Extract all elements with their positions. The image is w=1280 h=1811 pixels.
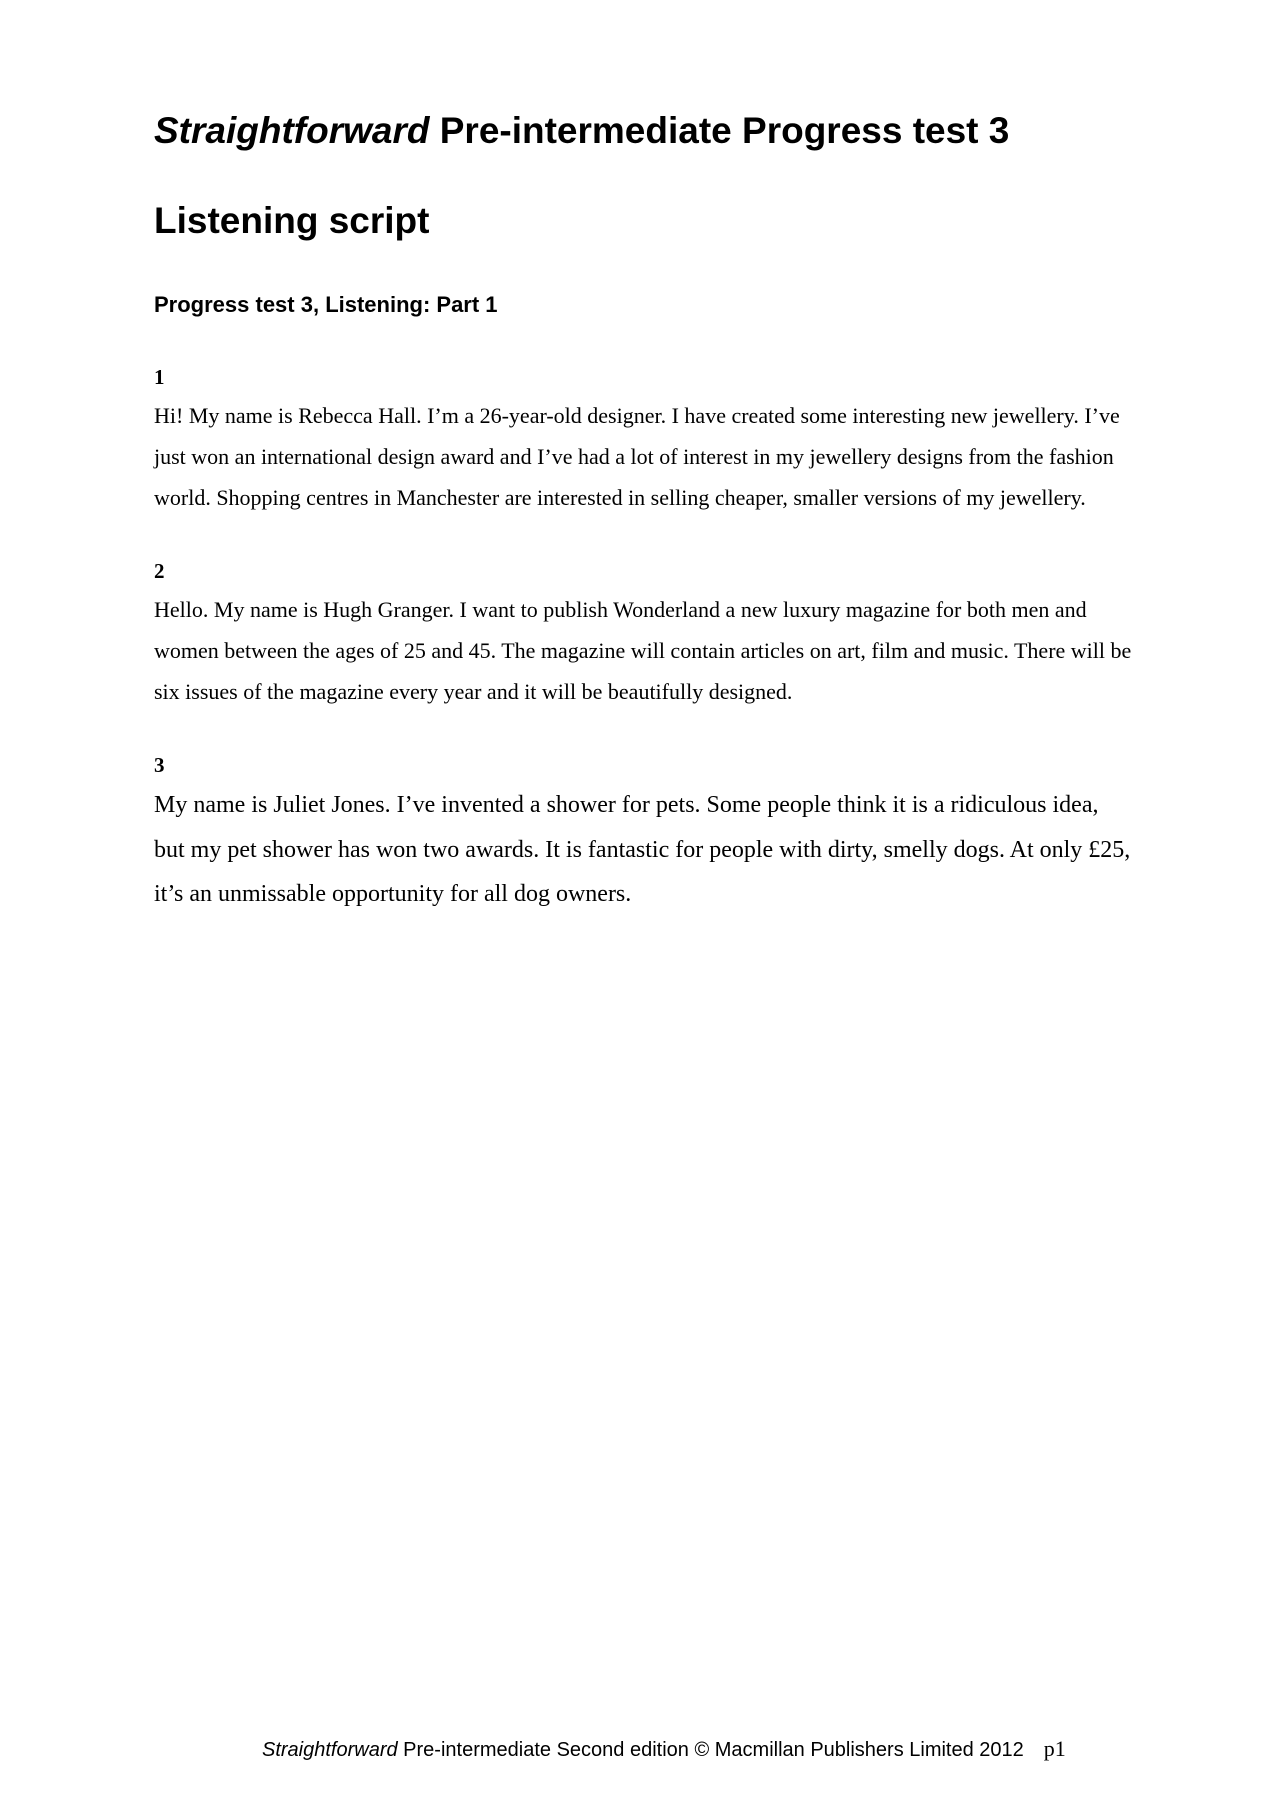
item-number: 2	[154, 559, 165, 583]
title-rest: Pre-intermediate Progress test 3	[429, 110, 1010, 151]
item-text: Hello. My name is Hugh Granger. I want to publish Wonderland a new luxury magazine for both men and women between the ages of 25 and 45. The magazine will contain articles on art, film and music. There will be six issues of the magazine every year and it will be beautifully designed.	[154, 597, 1132, 704]
page-subtitle: Listening script	[154, 200, 430, 241]
footer-italic: Straightforward	[262, 1739, 398, 1761]
script-item-1	[154, 363, 1134, 518]
footer-copyright: Pre-intermediate Second edition © Macmillan Publishers Limited 2012	[397, 1739, 1024, 1761]
page-number: p1	[1043, 1736, 1066, 1761]
item-text: Hi! My name is Rebecca Hall. I’m a 26-year-old designer. I have created some interesting new jewellery. I’ve just won an international design award and I’ve had a lot of interest in my jewellery designs from the fashion world. Shopping centres in Manchester are interested in selling cheaper, smaller versions of my jewellery.	[154, 403, 1120, 510]
section-heading: Progress test 3, Listening: Part 1	[154, 292, 498, 317]
item-text: My name is Juliet Jones. I’ve invented a shower for pets. Some people think it is a ridiculous idea, but my pet shower has won two awards. It is fantastic for people with dirty, smelly dogs. At only £25, it’s an unmissable opportunity for all dog owners.	[154, 792, 1131, 907]
document-content	[154, 108, 1134, 917]
script-item-2	[154, 557, 1134, 712]
item-number: 1	[154, 365, 165, 389]
page-title	[154, 108, 1134, 154]
script-item-3	[154, 751, 1134, 917]
item-number: 3	[154, 753, 165, 777]
page-footer	[262, 1736, 1132, 1763]
title-italic: Straightforward	[154, 110, 430, 151]
